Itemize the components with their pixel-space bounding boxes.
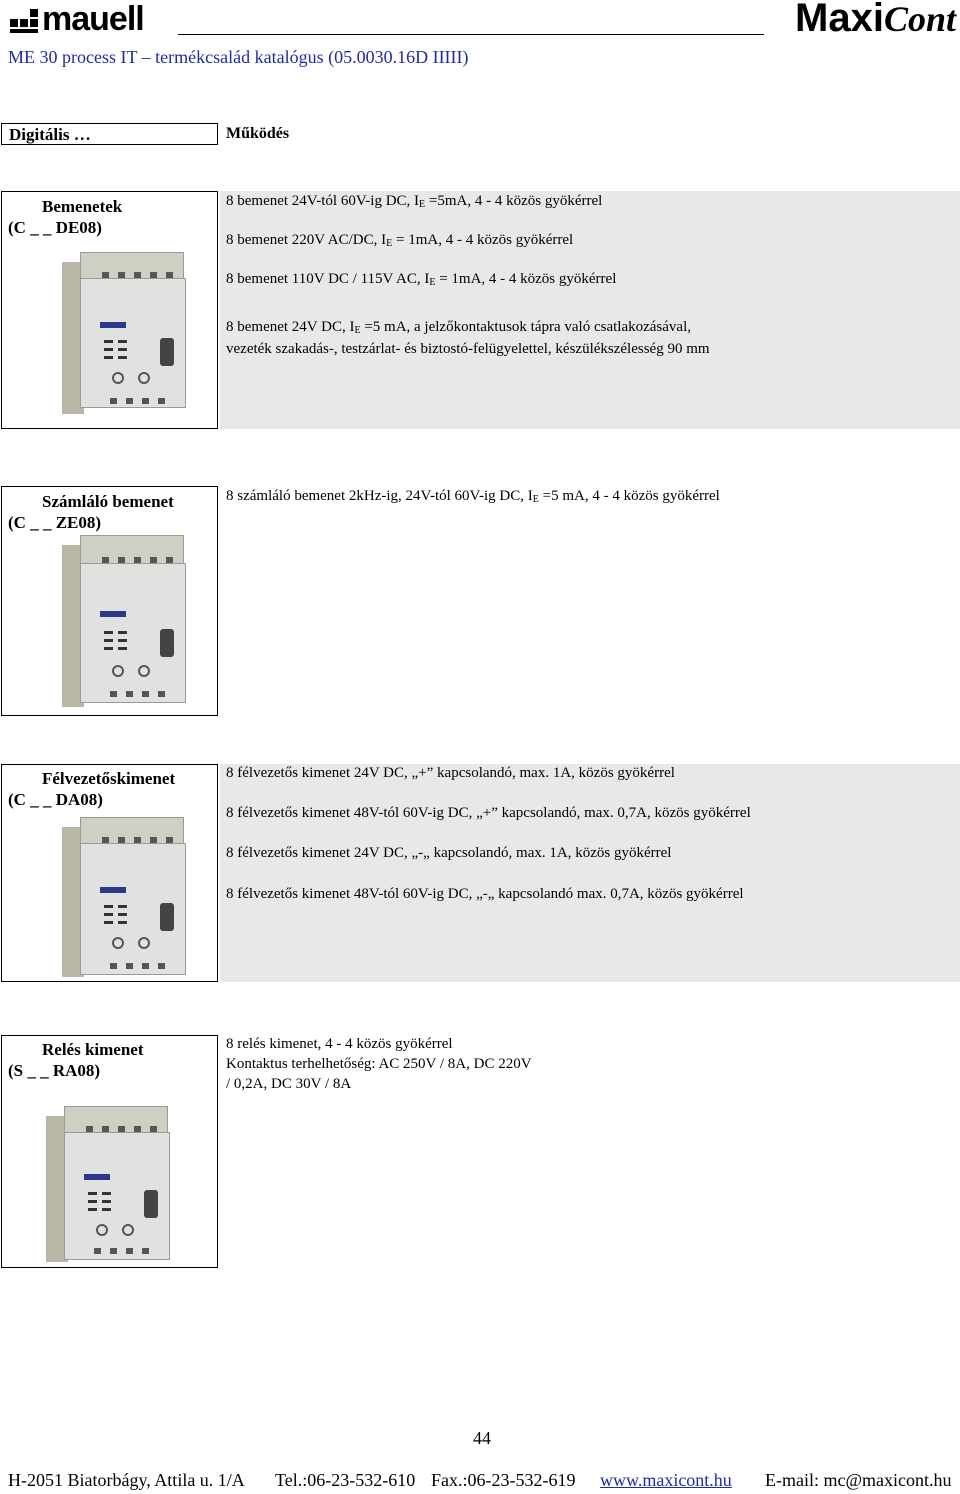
ze08-module-image xyxy=(62,535,187,710)
de08-line-5: vezeték szakadás-, testzárlat- és biztostó-felügyelettel, készülékszélesség 90 mm xyxy=(226,341,710,357)
catalog-subtitle: ME 30 process IT – termékcsalád katalógus (05.0030.16D IIIII) xyxy=(8,47,469,67)
footer-address: H-2051 Biatorbágy, Attila u. 1/A xyxy=(8,1470,245,1490)
maxicont-logo xyxy=(795,0,956,41)
page-number: 44 xyxy=(473,1428,491,1448)
ra08-title-name: Relés kimenet xyxy=(42,1040,144,1059)
ze08-cell xyxy=(1,486,218,716)
section-title: Digitális … xyxy=(1,123,218,145)
ra08-line-2: Kontaktus terhelhetőség: AC 250V / 8A, DC 220V xyxy=(226,1056,532,1072)
da08-line-4: 8 félvezetős kimenet 48V-tól 60V-ig DC, „-„ kapcsolandó max. 0,7A, közös gyökérrel xyxy=(226,886,744,902)
da08-title-name: Félvezetőskimenet xyxy=(42,769,176,788)
ze08-title-name: Számláló bemenet xyxy=(42,492,174,511)
de08-title-name: Bemenetek xyxy=(42,197,123,216)
ze08-line-1: 8 számláló bemenet 2kHz-ig, 24V-tól 60V-ig DC, $I_E =5$ mA, 4 - 4 közös gyökérrel xyxy=(226,488,720,505)
ra08-title-code: (S _ _ RA08) xyxy=(8,1061,101,1080)
de08-line-4: 8 bemenet 24V DC, $I_E =5$ mA, a jelzőkontaktusok tápra való csatlakozásával, xyxy=(226,319,691,336)
ra08-line-3: / 0,2A, DC 30V / 8A xyxy=(226,1076,352,1092)
footer-phone: Tel.:06-23-532-610 xyxy=(275,1470,416,1490)
de08-description-panel xyxy=(220,191,960,429)
footer-email[interactable]: E-mail: mc@maxicont.hu xyxy=(765,1470,952,1490)
de08-cell xyxy=(1,191,218,429)
footer-fax: Fax.:06-23-532-619 xyxy=(431,1470,576,1490)
de08-title xyxy=(2,196,217,238)
maxicont-logo-maxi: Maxi xyxy=(795,0,884,40)
da08-cell xyxy=(1,764,218,982)
de08-title-code: (C _ _ DE08) xyxy=(8,218,102,237)
ra08-cell xyxy=(1,1035,218,1268)
mauell-logo xyxy=(10,2,144,36)
da08-line-1: 8 félvezetős kimenet 24V DC, „+” kapcsolandó, max. 1A, közös gyökérrel xyxy=(226,765,675,781)
de08-line-2: 8 bemenet 220V AC/DC, $I_E = 1mA$, 4 - 4 közös gyökérrel xyxy=(226,232,574,249)
da08-module-image xyxy=(62,817,187,979)
mauell-brand: mauell xyxy=(42,0,144,38)
header-rule xyxy=(178,34,764,35)
da08-description-panel xyxy=(220,764,960,982)
de08-line-1: 8 bemenet 24V-tól 60V-ig DC, $I_E =5mA$, 4 - 4 közös gyökérrel xyxy=(226,193,603,210)
da08-title xyxy=(2,768,217,810)
da08-line-2: 8 félvezetős kimenet 48V-tól 60V-ig DC, „+” kapcsolandó, max. 0,7A, közös gyökérrel xyxy=(226,805,751,821)
ra08-module-image xyxy=(46,1106,171,1264)
da08-line-3: 8 félvezetős kimenet 24V DC, „-„ kapcsolandó, max. 1A, közös gyökérrel xyxy=(226,845,672,861)
section-function-heading: Működés xyxy=(226,125,290,142)
de08-module-image xyxy=(62,252,187,417)
footer-website-link-text[interactable]: www.maxicont.hu xyxy=(600,1470,732,1490)
maxicont-logo-cont: Cont xyxy=(883,0,956,39)
ra08-line-1: 8 relés kimenet, 4 - 4 közös gyökérrel xyxy=(226,1036,453,1052)
de08-line-3: 8 bemenet 110V DC / 115V AC, $I_E = 1mA$, 4 - 4 közös gyökérrel xyxy=(226,271,617,288)
ze08-title xyxy=(2,491,217,533)
ra08-title xyxy=(2,1039,217,1081)
ze08-title-code: (C _ _ ZE08) xyxy=(8,513,102,532)
da08-title-code: (C _ _ DA08) xyxy=(8,790,103,809)
footer-website-link[interactable] xyxy=(600,1470,732,1491)
mauell-logo-mark xyxy=(10,5,38,33)
